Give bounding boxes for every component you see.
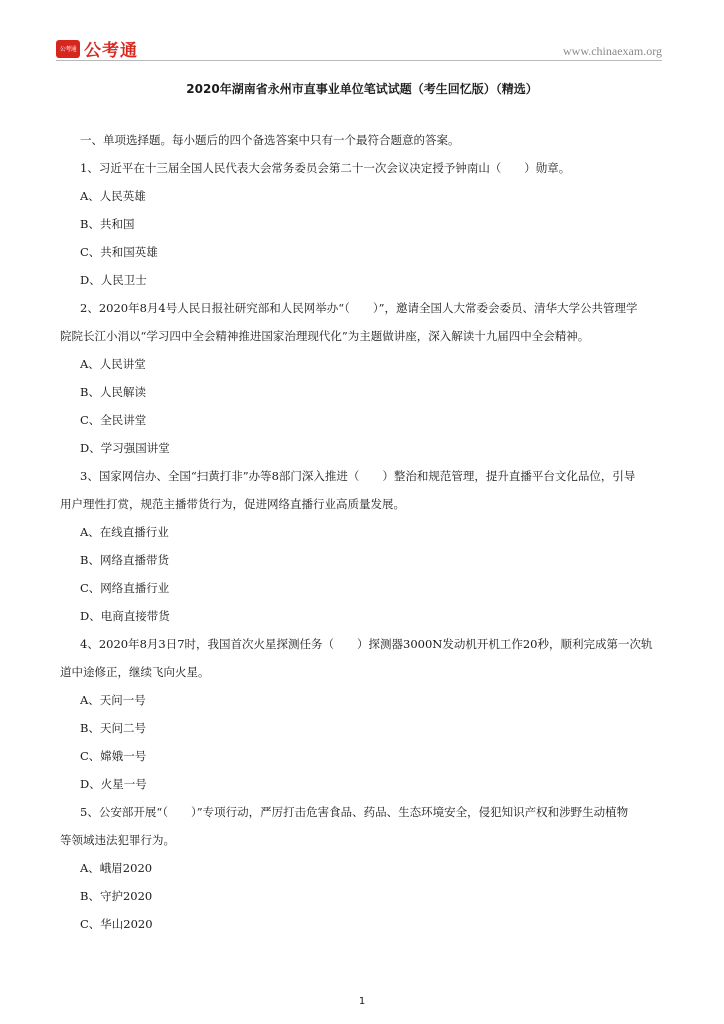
answer-option: B、共和国 xyxy=(80,217,135,231)
answer-option: C、网络直播行业 xyxy=(80,581,170,595)
answer-option: D、学习强国讲堂 xyxy=(80,441,170,455)
logo-text: 公考通 xyxy=(84,41,138,61)
site-url-link[interactable]: www.chinaexam.org xyxy=(563,44,662,58)
answer-option: C、华山2020 xyxy=(80,917,153,931)
answer-option: C、共和国英雄 xyxy=(80,245,158,259)
question-list xyxy=(60,154,668,938)
question-text: 3、国家网信办、全国“扫黄打非”办等8部门深入推进（ ）整治和规范管理，提升直播平台文化品位，引导 xyxy=(80,469,636,483)
answer-option: B、人民解读 xyxy=(80,385,146,399)
answer-option: A、天问一号 xyxy=(80,693,146,707)
answer-option: A、峨眉2020 xyxy=(80,861,153,875)
page-header xyxy=(0,0,724,62)
answer-option: B、守护2020 xyxy=(80,889,153,903)
answer-option: A、人民英雄 xyxy=(80,189,146,203)
question-text: 5、公安部开展“（ ）”专项行动，严厉打击危害食品、药品、生态环境安全，侵犯知识产权和涉野生动植物 xyxy=(80,805,629,819)
document-body xyxy=(60,126,668,938)
answer-option: D、人民卫士 xyxy=(80,273,147,287)
question-text: 2、2020年8月4号人民日报社研究部和人民网举办“（ ）”，邀请全国人大常委会委员、清华大学公共管理学 xyxy=(80,301,638,315)
answer-option: D、火星一号 xyxy=(80,777,147,791)
header-divider xyxy=(56,60,662,61)
section-intro: 一、单项选择题。每小题后的四个备选答案中只有一个最符合题意的答案。 xyxy=(80,133,460,147)
question-text-continued: 道中途修正，继续飞向火星。 xyxy=(60,665,210,679)
document-title: 2020年湖南省永州市直事业单位笔试试题（考生回忆版）（精选） xyxy=(186,82,538,96)
question-text: 4、2020年8月3日7时，我国首次火星探测任务（ ）探测器3000N发动机开机工作20秒，顺利完成第一次轨 xyxy=(80,637,653,651)
brand-logo[interactable] xyxy=(56,36,138,61)
answer-option: A、人民讲堂 xyxy=(80,357,146,371)
answer-option: B、网络直播带货 xyxy=(80,553,169,567)
answer-option: C、全民讲堂 xyxy=(80,413,147,427)
answer-option: D、电商直接带货 xyxy=(80,609,170,623)
answer-option: B、天问二号 xyxy=(80,721,146,735)
answer-option: A、在线直播行业 xyxy=(80,525,169,539)
page-number: 1 xyxy=(358,996,366,1007)
question-text-continued: 等领域违法犯罪行为。 xyxy=(60,833,175,847)
question-text: 1、习近平在十三届全国人民代表大会常务委员会第二十一次会议决定授予钟南山（ ）勋章。 xyxy=(80,161,571,175)
logo-badge-icon: 公考通 xyxy=(56,40,80,58)
answer-option: C、嫦娥一号 xyxy=(80,749,147,763)
question-text-continued: 院院长江小涓以“学习四中全会精神推进国家治理现代化”为主题做讲座，深入解读十九届四中全会精神。 xyxy=(60,329,590,343)
question-text-continued: 用户理性打赏，规范主播带货行为，促进网络直播行业高质量发展。 xyxy=(60,497,405,511)
